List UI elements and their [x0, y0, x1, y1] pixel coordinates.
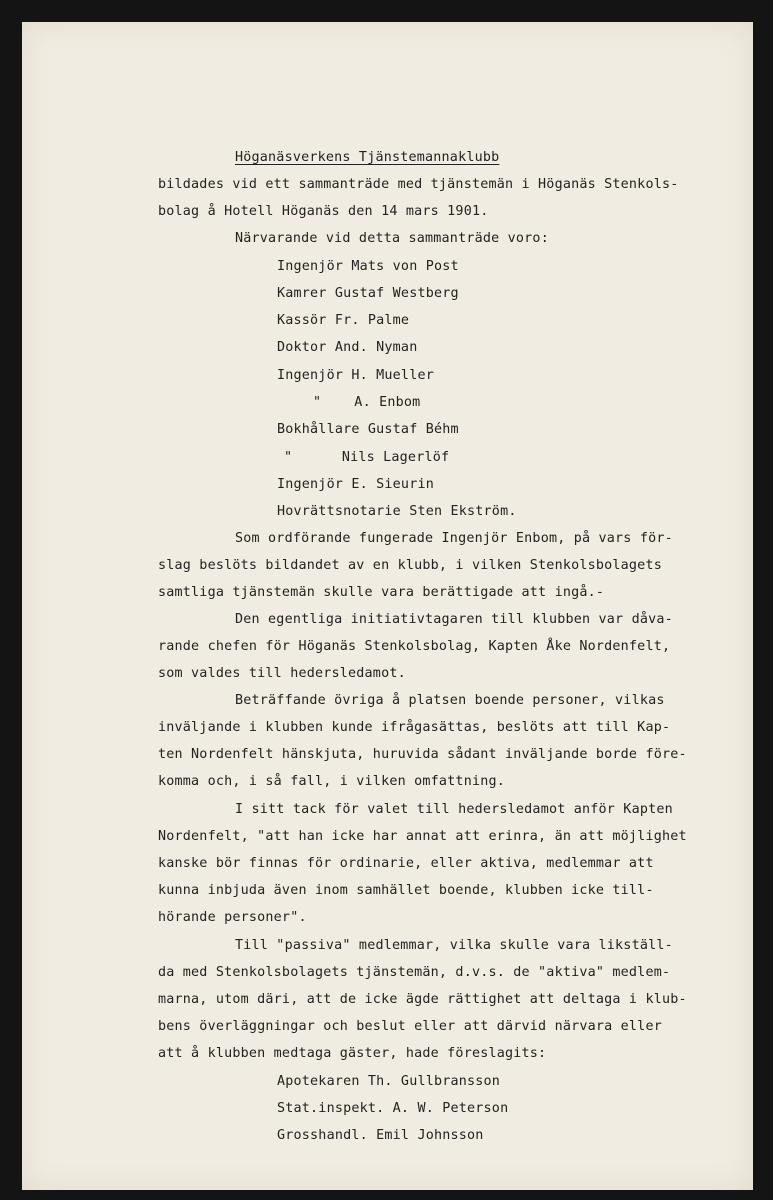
attendee-item: Kamrer Gustaf Westberg [277, 286, 459, 301]
paragraph-line: samtliga tjänstemän skulle vara berättigade att ingå.- [158, 585, 605, 600]
attendee-item: " Nils Lagerlöf [284, 450, 450, 465]
paragraph-line: inväljande i klubben kunde ifrågasättas, beslöts att till Kap- [158, 720, 671, 735]
paragraph-line: kanske bör finnas för ordinarie, eller aktiva, medlemmar att [158, 856, 654, 871]
paragraph-line: Den egentliga initiativtagaren till klubben var dåva- [235, 612, 673, 627]
document-page [22, 22, 753, 1190]
attendee-item: " A. Enbom [313, 395, 421, 410]
attendees-heading: Närvarande vid detta sammanträde voro: [235, 231, 549, 246]
intro-line: bolag å Hotell Höganäs den 14 mars 1901. [158, 204, 489, 219]
paragraph-line: da med Stenkolsbolagets tjänstemän, d.v.s. de "aktiva" medlem- [158, 965, 671, 980]
paragraph-line: bens överläggningar och beslut eller att därvid närvara eller [158, 1019, 662, 1034]
paragraph-line: slag beslöts bildandet av en klubb, i vilken Stenkolsbolagets [158, 558, 662, 573]
paragraph-line: som valdes till hedersledamot. [158, 666, 406, 681]
attendee-item: Ingenjör H. Mueller [277, 368, 434, 383]
attendee-item: Doktor And. Nyman [277, 340, 418, 355]
proposed-member: Grosshandl. Emil Johnsson [277, 1128, 484, 1143]
attendee-item: Bokhållare Gustaf Béhm [277, 422, 459, 437]
paragraph-line: Som ordförande fungerade Ingenjör Enbom, på vars för- [235, 531, 673, 546]
paragraph-line: marna, utom däri, att de icke ägde rättighet att deltaga i klub- [158, 992, 687, 1007]
paragraph-line: Nordenfelt, "att han icke har annat att erinra, än att möjlighet [158, 829, 687, 844]
attendee-item: Kassör Fr. Palme [277, 313, 410, 328]
paragraph-line: att å klubben medtaga gäster, hade föreslagits: [158, 1046, 547, 1061]
paragraph-line: ten Nordenfelt hänskjuta, huruvida sådant inväljande borde före- [158, 747, 687, 762]
paragraph-line: kunna inbjuda även inom samhället boende, klubben icke till- [158, 883, 654, 898]
paragraph-line: hörande personer". [158, 910, 307, 925]
proposed-member: Apotekaren Th. Gullbransson [277, 1074, 501, 1089]
attendee-item: Hovrättsnotarie Sten Ekström. [277, 504, 517, 519]
attendee-item: Ingenjör Mats von Post [277, 259, 459, 274]
document-title: Höganäsverkens Tjänstemannaklubb [235, 150, 500, 165]
paragraph-line: Till "passiva" medlemmar, vilka skulle vara likställ- [235, 938, 673, 953]
paragraph-line: Beträffande övriga å platsen boende personer, vilkas [235, 693, 665, 708]
paragraph-line: I sitt tack för valet till hedersledamot anför Kapten [235, 802, 673, 817]
proposed-member: Stat.inspekt. A. W. Peterson [277, 1101, 509, 1116]
paragraph-line: rande chefen för Höganäs Stenkolsbolag, Kapten Åke Nordenfelt, [158, 639, 671, 654]
attendee-item: Ingenjör E. Sieurin [277, 477, 434, 492]
paragraph-line: komma och, i så fall, i vilken omfattning. [158, 774, 505, 789]
intro-line: bildades vid ett sammanträde med tjänstemän i Höganäs Stenkols- [158, 177, 679, 192]
